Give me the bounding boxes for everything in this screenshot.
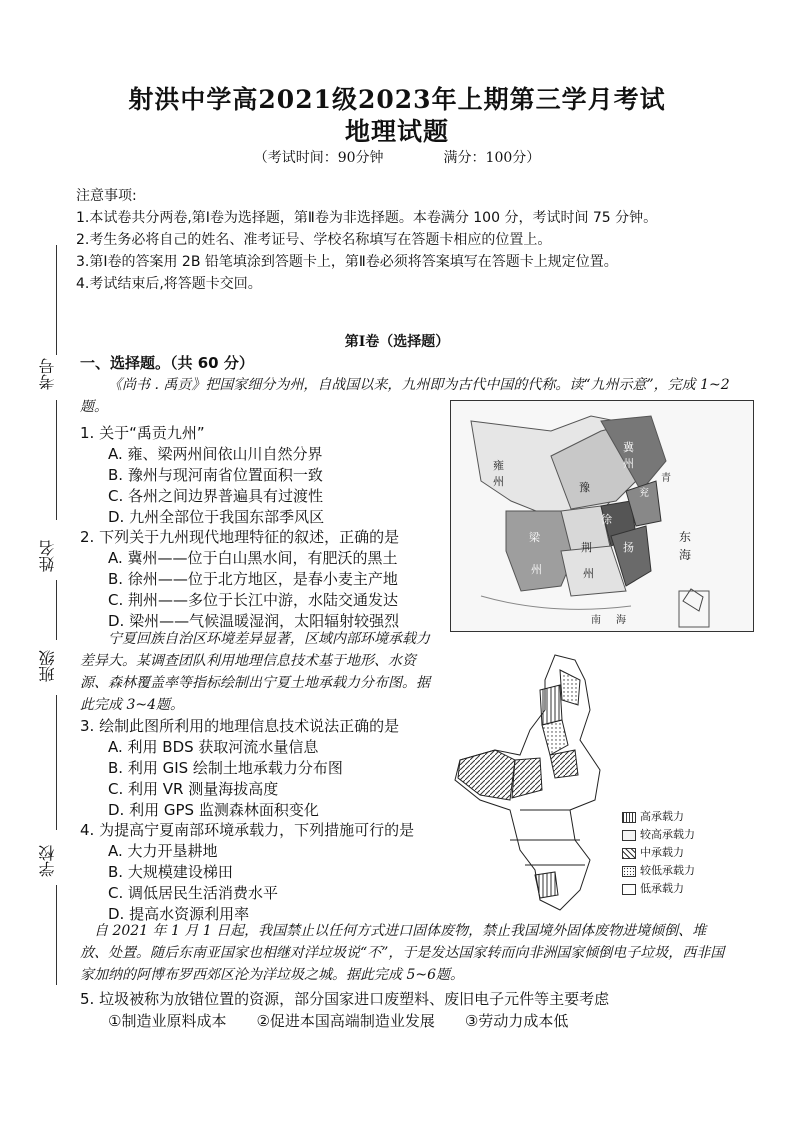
map-label-yong: 雍	[493, 459, 504, 472]
option: A. 冀州——位于白山黑水间，有肥沃的黑土	[108, 549, 398, 567]
legend-swatch	[622, 884, 636, 895]
choice: ①制造业原料成本	[108, 1012, 227, 1030]
option: A. 利用 BDS 获取河流水量信息	[108, 738, 319, 756]
option: B. 豫州与现河南省位置面积一致	[108, 466, 323, 484]
question-4	[80, 820, 450, 925]
option: A. 雍、梁两州间依山川自然分界	[108, 445, 323, 463]
question-3	[80, 716, 450, 821]
side-xuexiao: 学校	[38, 845, 57, 877]
map-label: 州	[583, 567, 594, 580]
map-label-liang: 梁	[529, 531, 540, 544]
legend-item	[622, 808, 695, 826]
note-item: 2.考生务必将自己的姓名、准考证号、学校名称填写在答题卡相应的位置上。	[76, 232, 552, 248]
option: C. 利用 VR 测量海拔高度	[108, 780, 279, 798]
map-label-hai: 海	[679, 548, 692, 562]
question-2	[80, 527, 450, 632]
option: B. 徐州——位于北方地区，是春小麦主产地	[108, 570, 398, 588]
exam-time: （考试时间：90分钟	[253, 150, 384, 166]
legend-swatch	[622, 830, 636, 841]
binding-line	[56, 695, 57, 830]
legend-label: 低承载力	[640, 882, 684, 895]
exam-info	[0, 147, 794, 167]
subject-title: 地理试题	[344, 117, 449, 146]
legend-swatch	[622, 848, 636, 859]
map-label-dong: 东	[679, 530, 692, 544]
legend-item	[622, 844, 695, 862]
side-xingming: 姓名	[38, 540, 57, 572]
map-label: 州	[623, 457, 634, 470]
map-label-ji: 冀	[623, 441, 634, 454]
option: A. 大力开垦耕地	[108, 842, 218, 860]
section-subtitle: 一、选择题。（共 60 分）	[80, 354, 254, 372]
legend-item	[622, 880, 695, 898]
choice-list	[80, 1010, 730, 1032]
passage-2: 宁夏回族自治区环境差异显著，区域内部环境承载力差异大。某调查团队利用地理信息技术基于地形、水资源、森林覆盖率等指标绘制出宁夏土地承载力分布图。据此完成 3~4题。	[80, 631, 430, 713]
legend-label: 较高承载力	[640, 828, 695, 841]
note-item: 1.本试卷共分两卷,第Ⅰ卷为选择题，第Ⅱ卷为非选择题。本卷满分 100 分，考试时间 75 分钟。	[76, 210, 658, 226]
notes-heading: 注意事项:	[76, 188, 137, 204]
passage-1: 《尚书 . 禹贡》把国家细分为州，自战国以来，九州即为古代中国的代称。读“九州示意”，完成 1~2题。	[80, 377, 730, 415]
map-label-yu: 豫	[579, 481, 590, 494]
choice: ③劳动力成本低	[464, 1012, 569, 1030]
legend-label: 中承载力	[640, 846, 684, 859]
map-label-yang: 扬	[623, 541, 634, 554]
legend-swatch	[622, 812, 636, 823]
legend-swatch	[622, 866, 636, 877]
map-label-jing: 荆	[581, 541, 592, 554]
option: C. 荆州——多位于长江中游，水陆交通发达	[108, 591, 399, 609]
notes	[76, 185, 726, 295]
legend-label: 较低承载力	[640, 864, 695, 877]
option: D. 利用 GPS 监测森林面积变化	[108, 801, 319, 819]
ningxia-capacity-map	[450, 650, 740, 920]
question-stem: 2. 下列关于九州现代地理特征的叙述，正确的是	[80, 528, 400, 546]
map-svg	[451, 401, 753, 631]
map-label-yan: 兖	[639, 488, 649, 499]
question-stem: 4. 为提高宁夏南部环境承载力，下列措施可行的是	[80, 821, 415, 839]
option: B. 大规模建设梯田	[108, 863, 233, 881]
binding-line	[56, 885, 57, 985]
legend-item	[622, 826, 695, 844]
binding-line	[56, 580, 57, 640]
map-legend	[622, 808, 695, 898]
section-title: 第Ⅰ卷（选择题）	[344, 334, 450, 350]
option: D. 提高水资源利用率	[108, 905, 250, 923]
question-5	[80, 988, 730, 1032]
map-label: 州	[531, 563, 542, 576]
map-label-xu: 徐	[601, 513, 612, 526]
exam-score: 满分：100分）	[443, 150, 541, 166]
legend-label: 高承载力	[640, 810, 684, 823]
choice: ②促进本国高端制造业发展	[256, 1012, 435, 1030]
option: D. 梁州——气候温暖湿润，太阳辐射较强烈	[108, 612, 400, 630]
note-item: 4.考试结束后,将答题卡交回。	[76, 276, 262, 292]
side-kaohao: 考号	[38, 358, 57, 390]
legend-item	[622, 862, 695, 880]
question-1	[80, 423, 450, 528]
map-label: 州	[493, 475, 504, 488]
exam-title: 射洪中学高2021级2023年上期第三学月考试	[128, 85, 666, 114]
question-stem: 5. 垃圾被称为放错位置的资源，部分国家进口废塑料、废旧电子元件等主要考虑	[80, 990, 610, 1008]
passage-3: 自 2021 年 1 月 1 日起，我国禁止以任何方式进口固体废物，禁止我国境外固体废物进境倾倒、堆放、处置。随后东南亚国家也相继对洋垃圾说“不”，于是发达国家转而向非洲国家倾倒电子垃圾，西非国家加纳的阿博布罗西郊区沦为洋垃圾之城。据此完成 5~6题。	[80, 923, 725, 983]
nine-provinces-map	[450, 400, 754, 632]
option: C. 各州之间边界普遍具有过渡性	[108, 487, 324, 505]
side-banji: 班级	[38, 650, 57, 682]
map-svg	[450, 650, 620, 920]
map-label-hai2: 海	[616, 615, 626, 626]
map-label-nan: 南	[591, 615, 601, 626]
binding-line	[56, 400, 57, 520]
map-label-qing: 青	[661, 473, 671, 484]
option: D. 九州全部位于我国东部季风区	[108, 508, 325, 526]
option: B. 利用 GIS 绘制土地承载力分布图	[108, 759, 343, 777]
option: C. 调低居民生活消费水平	[108, 884, 279, 902]
question-stem: 3. 绘制此图所利用的地理信息技术说法正确的是	[80, 717, 400, 735]
note-item: 3.第Ⅰ卷的答案用 2B 铅笔填涂到答题卡上，第Ⅱ卷必须将答案填写在答题卡上规定位置。	[76, 254, 618, 270]
question-stem: 1. 关于“禹贡九州”	[80, 424, 205, 442]
